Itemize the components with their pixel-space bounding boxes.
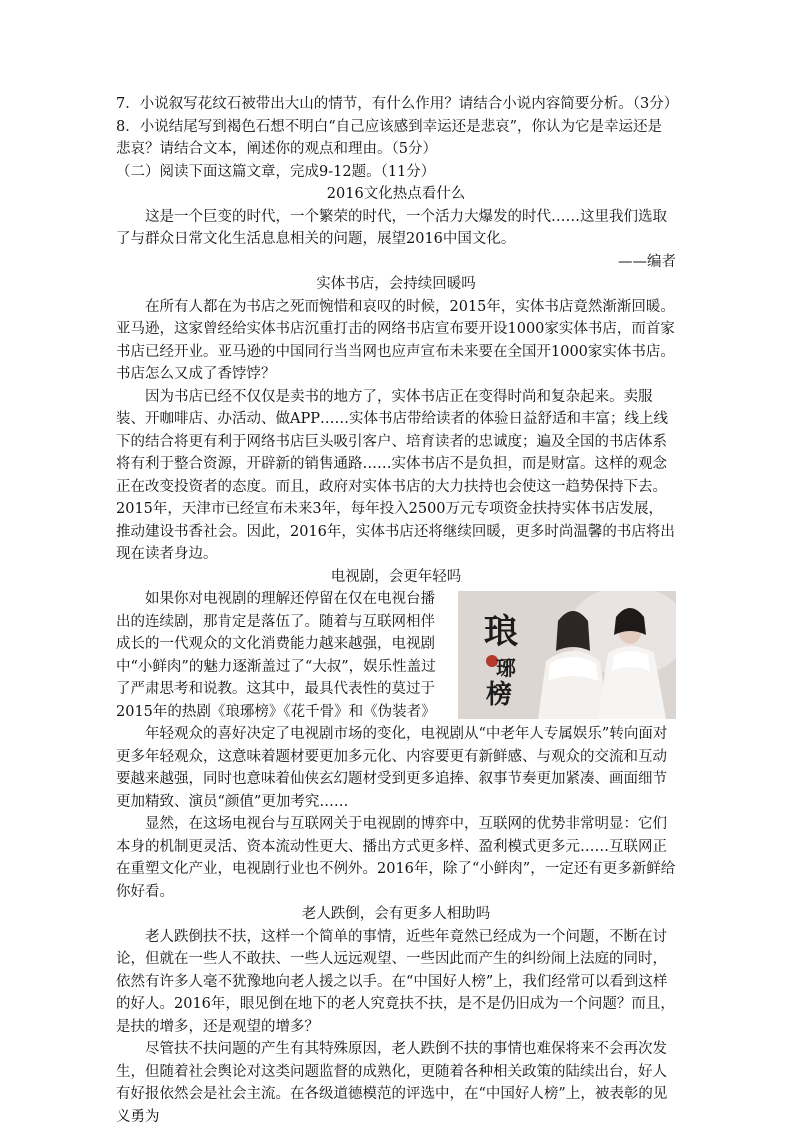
section-1-paragraph: 在所有人都在为书店之死而惋惜和哀叹的时候，2015年，实体书店竟然渐渐回暖。亚马逊，这家曾经给实体书店沉重打击的网络书店宣布要开设1000家实体书店，而首家书店已经开业。亚马逊的中国同行当当网也应声宣布未来要在全国开1000家实体书店。书店怎么又成了香饽饽？ <box>116 298 675 382</box>
section-1-title: 实体书店，会持续回暖吗 <box>316 276 476 292</box>
section-2-paragraph: 如果你对电视剧的理解还停留在仅在电视台播出的连续剧，那肯定是落伍了。随着与互联网相伴成长的一代观众的文化消费能力越来越强，电视剧中“小鲜肉”的魅力逐渐盖过了“大叔”，娱乐性盖过了严肃思考和说教。这其中，最具代表性的莫过于2015年的热剧《琅琊榜》《花千骨》和《伪装者》 <box>116 591 436 720</box>
section-1-paragraph: 因为书店已经不仅仅是卖书的地方了，实体书店正在变得时尚和复杂起来。卖服装、开咖啡店、办活动、做APP……实体书店带给读者的体验日益舒适和丰富；线上线下的结合将更有利于网络书店巨头吸引客户、培育读者的忠诚度；遍及全国的书店体系将有利于整合资源，开辟新的销售通路……实体书店不是负担，而是财富。这样的观念正在改变投资者的态度。而且，政府对实体书店的大力扶持也会使这一趋势保持下去。2015年，天津市已经宣布未来3年，每年投入2500万元专项资金扶持实体书店发展，推动建设书香社会。因此，2016年，实体书店还将继续回暖，更多时尚温馨的书店将出现在读者身边。 <box>116 388 675 562</box>
svg-text:琅: 琅 <box>484 612 518 652</box>
svg-text:琊: 琊 <box>496 656 516 680</box>
question-8: 8．小说结尾写到褐色石想不明白“自己应该感到幸运还是悲哀”，你认为它是幸运还是悲哀？请结合文本，阐述你的观点和理由。（5分） <box>116 118 663 157</box>
section-2-paragraph: 显然，在这场电视台与互联网关于电视剧的博弈中，互联网的优势非常明显：它们本身的机制更灵活、资本流动性更大、播出方式更多样、盈利模式更多元……互联网正在重塑文化产业，电视剧行业也不例外。2016年，除了“小鲜肉”，一定还有更多新鲜给你好看。 <box>116 816 676 900</box>
section-2-body <box>116 588 676 903</box>
editor-note: ——编者 <box>618 253 676 270</box>
question-7: 7．小说叙写花纹石被带出大山的情节，有什么作用？请结合小说内容简要分析。（3分） <box>116 96 679 112</box>
drama-poster-image <box>458 591 676 719</box>
section-2-paragraph: 年轻观众的喜好决定了电视剧市场的变化，电视剧从“中老年人专属娱乐”转向面对更多年轻观众，这意味着题材要更加多元化、内容要更有新鲜感、与观众的交流和互动要越来越强，同时也意味着仙侠玄幻题材受到更多追捧、叙事节奏更加紧凑、画面细节更加精致、演员“颜值”更加考究…… <box>116 726 668 810</box>
drama-poster-art <box>458 591 676 719</box>
article-title: 2016文化热点看什么 <box>326 186 466 202</box>
section-3-title: 老人跌倒，会有更多人相助吗 <box>301 906 491 922</box>
section-heading: （二）阅读下面这篇文章，完成9-12题。（11分） <box>116 163 436 180</box>
section-3-paragraph: 老人跌倒扶不扶，这样一个简单的事情，近些年竟然已经成为一个问题，不断在讨论，但就在一些人不敢扶、一些人远远观望、一些因此而产生的纠纷闹上法庭的同时，依然有许多人毫不犹豫地向老人援之以手。在“中国好人榜”上，我们经常可以看到这样的好人。2016年，眼见倒在地下的老人究竟扶不扶，是不是仍旧成为一个问题？而且，是扶的增多，还是观望的增多？ <box>116 928 675 1035</box>
section-3-paragraph: 尽管扶不扶问题的产生有其特殊原因，老人跌倒不扶的事情也难保将来不会再次发生，但随着社会舆论对这类问题监督的成熟化，更随着各种相关政策的陆续出台，好人有好报依然会是社会主流。在各级道德模范的评选中，在“中国好人榜”上，被表彰的见义勇为 <box>116 1041 668 1125</box>
section-2-title: 电视剧，会更年轻吗 <box>330 568 462 585</box>
document-page <box>116 93 679 1128</box>
svg-text:榜: 榜 <box>486 680 513 710</box>
article-intro: 这是一个巨变的时代，一个繁荣的时代，一个活力大爆发的时代……这里我们选取了与群众日常文化生活息息相关的问题，展望2016中国文化。 <box>116 208 667 247</box>
